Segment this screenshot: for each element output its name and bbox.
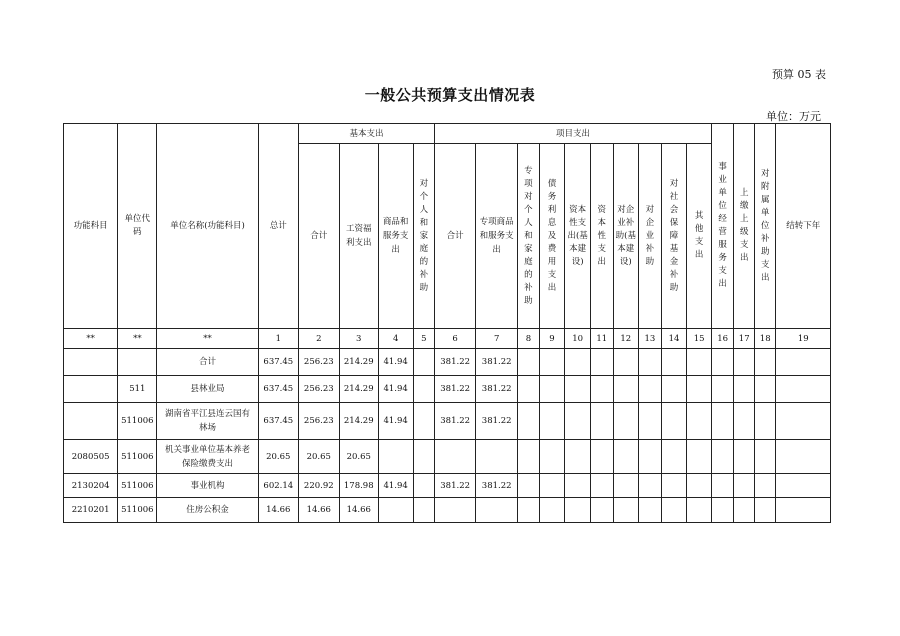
cell-empty [754, 403, 776, 440]
cell-goods: 41.94 [378, 349, 413, 376]
cell-empty [639, 440, 662, 474]
index-cell: 8 [518, 329, 540, 349]
cell-basic-sum: 256.23 [298, 376, 339, 403]
cell-empty [661, 349, 687, 376]
header-unit-name: 单位名称(功能科目) [157, 124, 259, 329]
cell-empty [661, 474, 687, 498]
index-cell: 18 [754, 329, 776, 349]
cell-proj-sum: 381.22 [435, 403, 476, 440]
cell-wage: 178.98 [339, 474, 378, 498]
cell-empty [590, 498, 613, 523]
cell-proj-goods: 381.22 [476, 349, 518, 376]
cell-func [64, 403, 118, 440]
cell-proj-goods: 381.22 [476, 376, 518, 403]
cell-proj-sum: 381.22 [435, 376, 476, 403]
cell-wage: 214.29 [339, 349, 378, 376]
cell-empty [776, 403, 831, 440]
header-other: 其他支出 [687, 144, 712, 329]
cell-name: 事业机构 [157, 474, 259, 498]
cell-empty [518, 349, 540, 376]
cell-proj-sum [435, 440, 476, 474]
cell-code: 511006 [118, 440, 157, 474]
unit-label: 单位：万元 [766, 110, 821, 123]
cell-proj-goods: 381.22 [476, 403, 518, 440]
cell-empty [413, 376, 435, 403]
header-goods-project: 专项商品和服务支出 [476, 144, 518, 329]
cell-total: 14.66 [258, 498, 298, 523]
cell-goods: 41.94 [378, 403, 413, 440]
table-row [64, 474, 831, 498]
cell-empty [711, 440, 734, 474]
cell-empty [734, 474, 755, 498]
cell-empty [639, 474, 662, 498]
header-project-sum: 合计 [435, 144, 476, 329]
page-title: 一般公共预算支出情况表 [364, 86, 536, 104]
cell-empty [711, 498, 734, 523]
cell-empty [613, 403, 639, 440]
table-row [64, 440, 831, 474]
index-cell: 11 [590, 329, 613, 349]
table-row [64, 376, 831, 403]
index-cell: 6 [435, 329, 476, 349]
cell-name: 县林业局 [157, 376, 259, 403]
header-social-fund: 对社会保障基金补助 [661, 144, 687, 329]
cell-empty [776, 376, 831, 403]
cell-empty [613, 376, 639, 403]
index-cell: 4 [378, 329, 413, 349]
cell-basic-sum: 20.65 [298, 440, 339, 474]
cell-wage: 214.29 [339, 376, 378, 403]
header-goods-basic: 商品和服务支出 [378, 144, 413, 329]
cell-wage: 14.66 [339, 498, 378, 523]
cell-func [64, 349, 118, 376]
index-cell: 19 [776, 329, 831, 349]
cell-basic-sum: 256.23 [298, 349, 339, 376]
header-business-service: 事业单位经营服务支出 [711, 124, 734, 329]
index-cell: 5 [413, 329, 435, 349]
cell-empty [590, 349, 613, 376]
header-affiliate: 对附属单位补助支出 [754, 124, 776, 329]
cell-empty [613, 498, 639, 523]
cell-empty [613, 349, 639, 376]
index-cell: 10 [565, 329, 591, 349]
cell-empty [565, 498, 591, 523]
cell-empty [590, 376, 613, 403]
cell-goods: 41.94 [378, 376, 413, 403]
cell-empty [776, 498, 831, 523]
header-total: 总计 [258, 124, 298, 329]
index-cell: ** [157, 329, 259, 349]
table-row [64, 349, 831, 376]
header-capital: 资本性支出 [590, 144, 613, 329]
cell-empty [565, 403, 591, 440]
index-cell: 17 [734, 329, 755, 349]
cell-empty [661, 376, 687, 403]
cell-total: 602.14 [258, 474, 298, 498]
index-cell: 13 [639, 329, 662, 349]
cell-empty [754, 440, 776, 474]
cell-basic-sum: 220.92 [298, 474, 339, 498]
cell-empty [734, 349, 755, 376]
cell-empty [590, 440, 613, 474]
cell-empty [687, 498, 712, 523]
index-cell: 12 [613, 329, 639, 349]
cell-empty [590, 403, 613, 440]
cell-func: 2210201 [64, 498, 118, 523]
cell-empty [518, 498, 540, 523]
header-debt: 债务利息及费用支出 [539, 144, 565, 329]
cell-empty [711, 376, 734, 403]
cell-empty [413, 498, 435, 523]
cell-name: 住房公积金 [157, 498, 259, 523]
cell-proj-sum: 381.22 [435, 349, 476, 376]
cell-proj-goods [476, 498, 518, 523]
cell-empty [661, 440, 687, 474]
cell-empty [776, 474, 831, 498]
cell-empty [539, 440, 565, 474]
cell-empty [413, 349, 435, 376]
cell-name: 机关事业单位基本养老保险缴费支出 [157, 440, 259, 474]
index-cell: ** [64, 329, 118, 349]
cell-empty [754, 498, 776, 523]
cell-code: 511006 [118, 474, 157, 498]
header-project-group: 项目支出 [435, 124, 712, 144]
cell-func: 2080505 [64, 440, 118, 474]
header-remit: 上缴上级支出 [734, 124, 755, 329]
cell-code: 511 [118, 376, 157, 403]
cell-code: 511006 [118, 403, 157, 440]
cell-empty [776, 349, 831, 376]
header-basic-group: 基本支出 [298, 124, 434, 144]
cell-func: 2130204 [64, 474, 118, 498]
cell-total: 20.65 [258, 440, 298, 474]
cell-empty [639, 403, 662, 440]
index-cell: 7 [476, 329, 518, 349]
cell-empty [613, 440, 639, 474]
header-subsidy-person-project: 专项对个人和家庭的补助 [518, 144, 540, 329]
header-capital-construction: 资本性支出(基本建设) [565, 144, 591, 329]
index-cell: 14 [661, 329, 687, 349]
cell-empty [539, 498, 565, 523]
cell-name: 湖南省平江县连云国有林场 [157, 403, 259, 440]
cell-code: 511006 [118, 498, 157, 523]
cell-empty [734, 440, 755, 474]
cell-basic-sum: 14.66 [298, 498, 339, 523]
cell-empty [734, 403, 755, 440]
header-basic-sum: 合计 [298, 144, 339, 329]
cell-wage: 214.29 [339, 403, 378, 440]
cell-empty [687, 349, 712, 376]
cell-empty [687, 403, 712, 440]
cell-empty [734, 376, 755, 403]
cell-empty [565, 349, 591, 376]
cell-proj-goods [476, 440, 518, 474]
cell-empty [518, 440, 540, 474]
cell-name: 合计 [157, 349, 259, 376]
cell-empty [754, 349, 776, 376]
cell-empty [613, 474, 639, 498]
cell-total: 637.45 [258, 376, 298, 403]
cell-empty [711, 349, 734, 376]
header-subsidy-person-basic: 对个人和家庭的补助 [413, 144, 435, 329]
cell-empty [539, 474, 565, 498]
header-unit-code: 单位代码 [118, 124, 157, 329]
cell-func [64, 376, 118, 403]
cell-empty [565, 440, 591, 474]
index-cell: 9 [539, 329, 565, 349]
cell-empty [539, 376, 565, 403]
cell-empty [539, 349, 565, 376]
index-cell: 1 [258, 329, 298, 349]
cell-empty [754, 474, 776, 498]
cell-empty [776, 440, 831, 474]
index-cell: 16 [711, 329, 734, 349]
cell-total: 637.45 [258, 403, 298, 440]
index-cell: 3 [339, 329, 378, 349]
header-wage: 工资福利支出 [339, 144, 378, 329]
cell-wage: 20.65 [339, 440, 378, 474]
header-func-subject: 功能科目 [64, 124, 118, 329]
cell-empty [687, 474, 712, 498]
cell-basic-sum: 256.23 [298, 403, 339, 440]
cell-empty [413, 440, 435, 474]
cell-empty [518, 376, 540, 403]
cell-proj-sum: 381.22 [435, 474, 476, 498]
cell-empty [639, 498, 662, 523]
cell-goods [378, 440, 413, 474]
cell-empty [661, 403, 687, 440]
index-cell: ** [118, 329, 157, 349]
cell-goods [378, 498, 413, 523]
cell-empty [687, 440, 712, 474]
cell-empty [590, 474, 613, 498]
cell-empty [639, 376, 662, 403]
budget-table [63, 123, 831, 523]
cell-proj-sum [435, 498, 476, 523]
cell-total: 637.45 [258, 349, 298, 376]
cell-empty [734, 498, 755, 523]
cell-empty [754, 376, 776, 403]
table-row [64, 498, 831, 523]
table-row [64, 403, 831, 440]
cell-empty [518, 403, 540, 440]
cell-goods: 41.94 [378, 474, 413, 498]
header-enterprise-construction: 对企业补助(基本建设) [613, 144, 639, 329]
cell-empty [711, 403, 734, 440]
cell-empty [518, 474, 540, 498]
index-row [64, 329, 831, 349]
cell-empty [565, 376, 591, 403]
cell-empty [687, 376, 712, 403]
header-carry-over: 结转下年 [776, 124, 831, 329]
index-cell: 2 [298, 329, 339, 349]
form-id: 预算 05 表 [772, 68, 826, 81]
cell-empty [413, 403, 435, 440]
header-enterprise: 对企业补助 [639, 144, 662, 329]
cell-empty [711, 474, 734, 498]
cell-empty [565, 474, 591, 498]
cell-empty [413, 474, 435, 498]
index-cell: 15 [687, 329, 712, 349]
cell-empty [661, 498, 687, 523]
cell-empty [639, 349, 662, 376]
cell-code [118, 349, 157, 376]
cell-proj-goods: 381.22 [476, 474, 518, 498]
cell-empty [539, 403, 565, 440]
